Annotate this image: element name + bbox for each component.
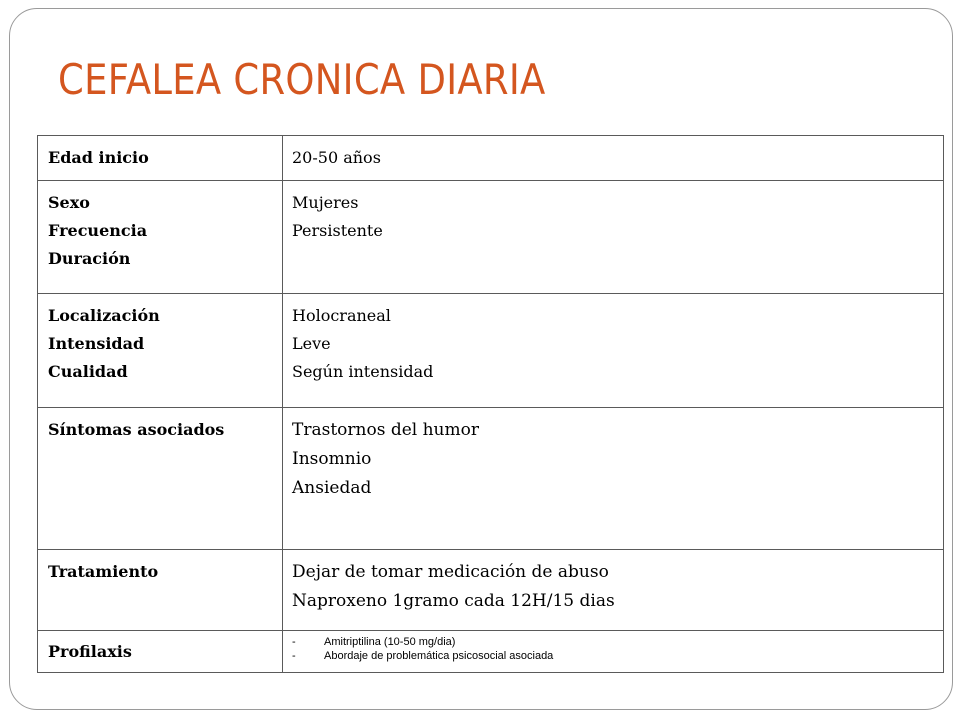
row-value: Holocraneal (292, 306, 391, 325)
dash-bullet: - (292, 650, 296, 662)
list-item (292, 635, 943, 649)
row-label: Tratamiento (48, 562, 159, 581)
list-item (292, 649, 943, 663)
row-value: Mujeres (292, 193, 359, 212)
table-row-localizacion (38, 294, 944, 408)
row-value: Trastornos del humor (292, 420, 479, 440)
row-value: Dejar de tomar medicación de abuso (292, 562, 609, 582)
row-label-cell (38, 181, 283, 294)
row-label: Localización (48, 306, 160, 325)
row-label: Edad inicio (48, 148, 149, 167)
row-label-cell (38, 408, 283, 550)
table-row-edad (38, 136, 944, 181)
row-label: Sexo (48, 193, 90, 212)
row-label: Cualidad (48, 362, 128, 381)
row-label: Profilaxis (48, 641, 132, 661)
row-value: Leve (292, 334, 331, 353)
row-value: Insomnio (292, 449, 372, 469)
row-label-cell (38, 294, 283, 408)
slide-title: CEFALEA CRONICA DIARIA (58, 55, 546, 104)
row-value: Persistente (292, 221, 383, 240)
row-value: Ansiedad (292, 478, 372, 498)
row-label-cell (38, 136, 283, 181)
row-value: Según intensidad (292, 362, 434, 381)
dash-bullet: - (292, 636, 296, 648)
row-value-cell (283, 136, 944, 181)
row-value-cell (283, 631, 944, 673)
list-item-text: Amitriptilina (10-50 mg/dia) (324, 636, 456, 648)
row-value: 20-50 años (292, 148, 381, 167)
info-table (37, 135, 944, 673)
row-label: Frecuencia (48, 221, 148, 240)
list-item-text: Abordaje de problemática psicosocial asociada (324, 650, 554, 662)
table-row-sintomas (38, 408, 944, 550)
profilaxis-list (292, 631, 943, 663)
row-label-cell (38, 550, 283, 631)
row-value-cell (283, 408, 944, 550)
row-value-cell (283, 181, 944, 294)
row-value-cell (283, 550, 944, 631)
table-row-profilaxis (38, 631, 944, 673)
row-label: Duración (48, 249, 131, 268)
row-value-cell (283, 294, 944, 408)
row-value: Naproxeno 1gramo cada 12H/15 dias (292, 591, 615, 611)
row-label-cell (38, 631, 283, 673)
row-label: Intensidad (48, 334, 145, 353)
table-row-sexo (38, 181, 944, 294)
table-row-tratamiento (38, 550, 944, 631)
row-label: Síntomas asociados (48, 420, 225, 439)
